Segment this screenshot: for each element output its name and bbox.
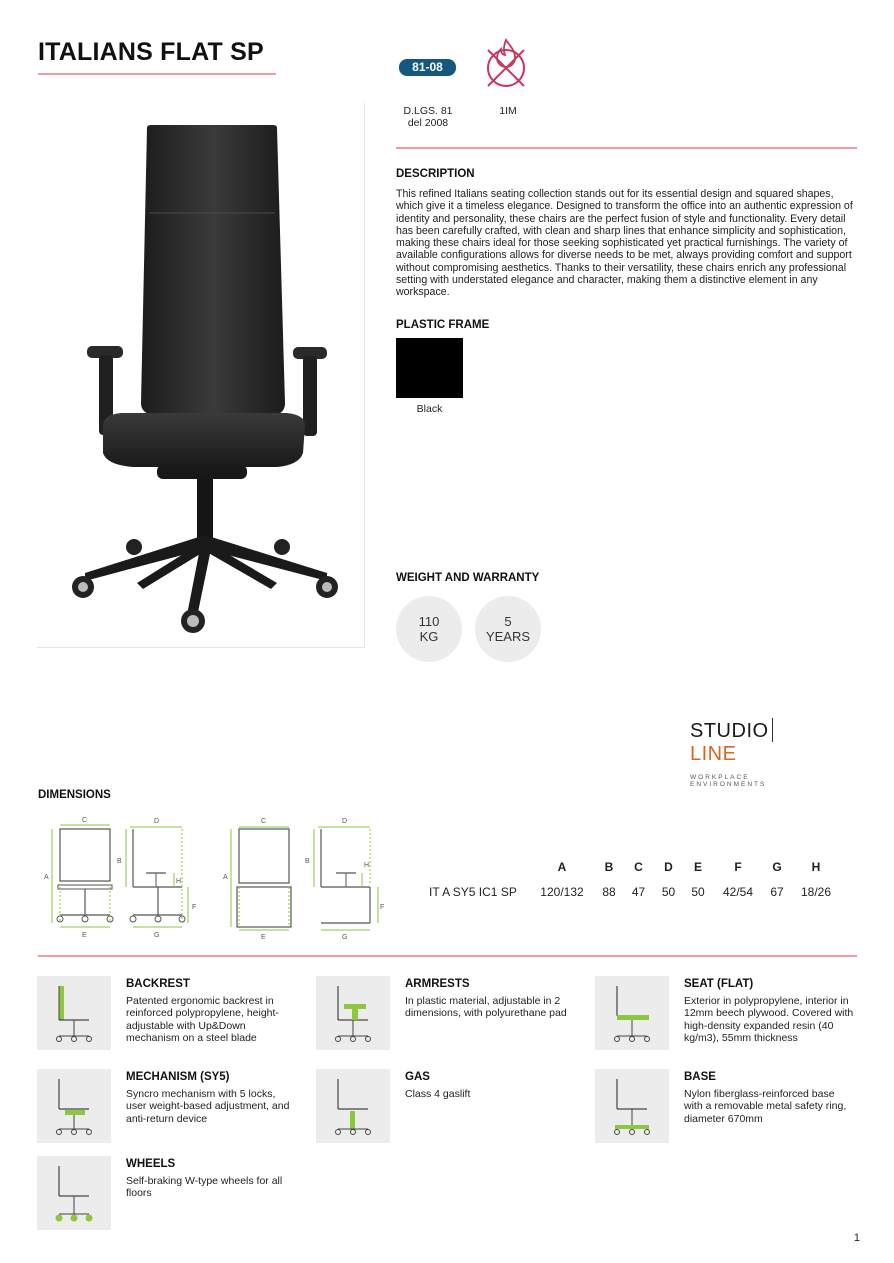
product-photo [37,103,365,648]
description-heading: DESCRIPTION [396,168,475,180]
warranty-circle: 5 YEARS [475,596,541,662]
feature-title-mechanism: MECHANISM (SY5) [126,1071,230,1083]
feature-title-seat: SEAT (FLAT) [684,978,754,990]
col-a: A [557,860,567,874]
swatch-label: Black [416,403,443,415]
description-text: This refined Italians seating collection stands out for its essential design and squared shapes, which give it a timeless elegance. Designed to transform the office into an authentic expression of identity and personality, these chairs are the perfect fusion of style and functionality. Every detail has been carefully crafted, with clean and sharp lines that enhance simplicity and sophistication, making these chairs ideal for those seeking sophisticated yet practical furnishings. The variety of available configurations allows for diverse needs to be met, always providing comfort and support without compromising aesthetics. Thanks to their versatility, these chairs enrich any professional setting with understated elegance and character, making them a distinctive element in any workspace. [396,188,853,299]
color-swatch-black [396,338,463,398]
cert-badge-81-08: 81-08 [399,59,456,76]
svg-text:F: F [380,904,385,911]
svg-text:C: C [82,817,88,824]
svg-text:G: G [342,934,348,940]
svg-text:H: H [176,878,182,885]
col-e: E [693,860,702,874]
product-title: ITALIANS FLAT SP [38,38,264,66]
wheels-icon [37,1156,111,1230]
backrest-icon [37,976,111,1050]
feature-text-wheels: Self-braking W-type wheels for all floors [126,1175,283,1200]
feature-text-backrest: Patented ergonomic backrest in reinforced polypropylene, height-adjustable with Up&Down mechanism on a steel blade [126,995,279,1044]
svg-text:C: C [261,818,267,825]
mechanism-icon [37,1069,111,1143]
dimensions-header-row [420,858,840,881]
divider [38,955,857,957]
fire-crossed-icon [484,38,528,88]
feature-text-gas: Class 4 gaslift [405,1088,471,1100]
col-f: F [734,860,742,874]
svg-text:D: D [154,818,160,825]
svg-text:E: E [82,932,87,939]
col-d: D [664,860,673,874]
dimension-diagrams [38,815,388,940]
feature-title-gas: GAS [405,1071,430,1083]
plastic-frame-heading: PLASTIC FRAME [396,319,490,331]
feature-text-mechanism: Syncro mechanism with 5 locks, user weight-based adjustment, and anti-return device [126,1088,290,1125]
svg-text:G: G [154,932,160,939]
col-h: H [811,860,821,874]
cert-label-dlgs: D.LGS. 81 del 2008 [403,105,453,129]
svg-text:A: A [44,874,49,881]
base-icon [595,1069,669,1143]
feature-title-backrest: BACKREST [126,978,190,990]
svg-text:A: A [223,874,228,881]
feature-title-armrests: ARMRESTS [405,978,470,990]
col-b: B [604,860,614,874]
gaslift-icon [316,1069,390,1143]
title-underline [38,73,276,75]
studioline-logo: STUDIOLINE WORKPLACE ENVIRONMENTS [690,718,815,766]
svg-text:F: F [192,904,197,911]
chair-illustration [37,103,365,648]
dimensions-table [420,858,840,903]
page-number: 1 [853,1232,860,1244]
feature-title-base: BASE [684,1071,716,1083]
feature-text-armrests: In plastic material, adjustable in 2 dimensions, with polyurethane pad [405,995,567,1020]
svg-text:B: B [305,858,310,865]
svg-text:B: B [117,858,122,865]
seat-icon [595,976,669,1050]
svg-text:D: D [342,818,348,825]
weight-circle: 110 KG [396,596,462,662]
svg-text:E: E [261,934,266,940]
row-code: IT A SY5 IC1 SP [429,885,517,899]
col-g: G [772,860,782,874]
dimensions-heading: DIMENSIONS [38,789,111,801]
cert-label-1im: 1IM [499,105,517,117]
armrest-icon [316,976,390,1050]
feature-text-seat: Exterior in polypropylene, interior in 12mm beech plywood. Covered with high-density expanded resin (40 kg/m3), 55mm thickness [684,995,854,1044]
feature-title-wheels: WHEELS [126,1158,176,1170]
svg-text:H: H [364,862,370,869]
weight-warranty-heading: WEIGHT AND WARRANTY [396,572,540,584]
table-row: IT A SY5 IC1 SP 120/132 88 47 50 50 42/54 67 18/26 [420,881,840,903]
divider [396,147,857,149]
feature-text-base: Nylon fiberglass-reinforced base with a removable metal safety ring, diameter 670mm [684,1088,847,1125]
col-c: C [634,860,643,874]
